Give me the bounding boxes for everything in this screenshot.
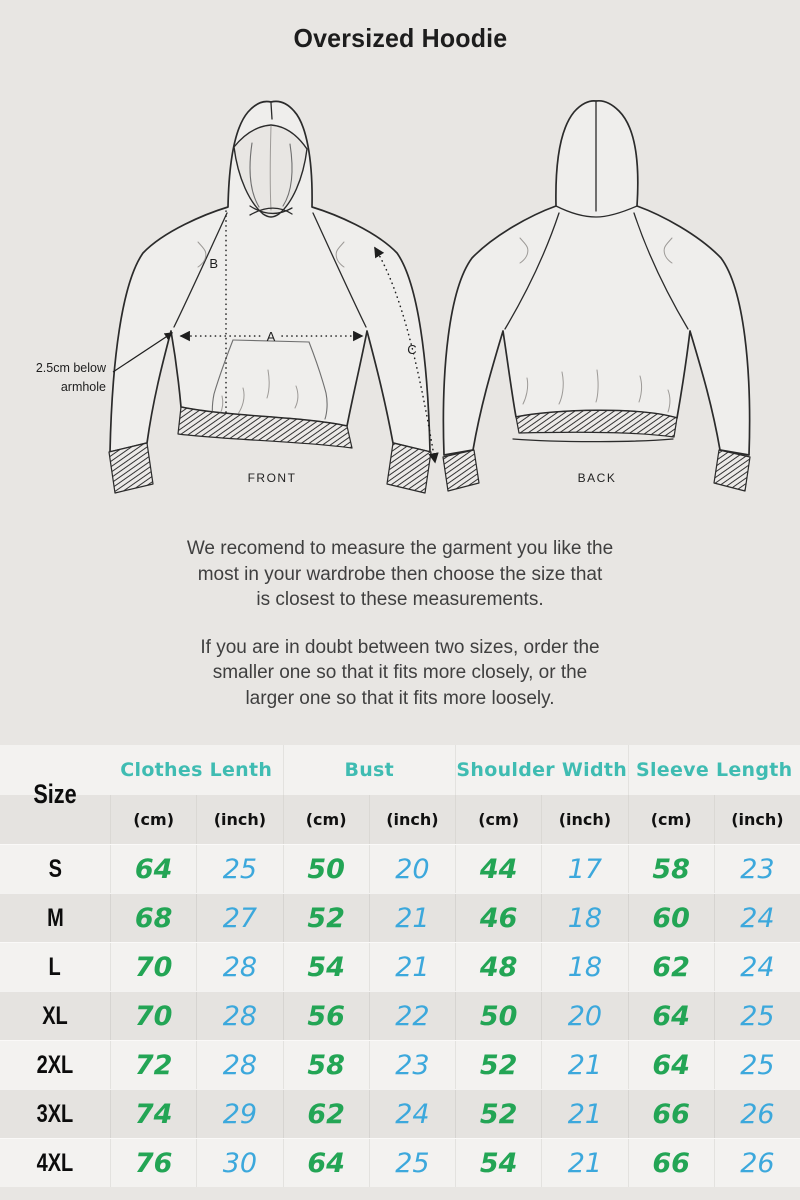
cm-value: 68 (110, 894, 196, 942)
inch-value: 21 (369, 943, 455, 991)
size-table-body (0, 844, 800, 1187)
size-column-header: Size (0, 745, 110, 844)
cm-value: 52 (283, 894, 369, 942)
back-left-cuff-ribbing (443, 450, 479, 491)
cm-value: 50 (455, 992, 541, 1040)
cm-value: 74 (110, 1090, 196, 1138)
group-header-clothes-length: Clothes Lenth (110, 745, 283, 795)
group-header-sleeve-length: Sleeve Length (628, 745, 800, 795)
inch-value: 26 (714, 1090, 800, 1138)
front-left-cuff-ribbing (109, 443, 153, 493)
cm-value: 62 (628, 943, 714, 991)
inch-value: 20 (369, 845, 455, 893)
text-line: smaller one so that it fits more closely, or the (212, 662, 588, 683)
inch-value: 28 (196, 1041, 282, 1089)
cm-value: 50 (283, 845, 369, 893)
size-table-header (0, 745, 800, 844)
cm-value: 54 (455, 1139, 541, 1187)
group-header-shoulder-width: Shoulder Width (455, 745, 628, 795)
inch-value: 25 (196, 845, 282, 893)
inch-value: 20 (541, 992, 627, 1040)
back-right-cuff-ribbing (714, 450, 750, 491)
inch-value: 23 (369, 1041, 455, 1089)
inch-value: 25 (369, 1139, 455, 1187)
inch-value: 21 (541, 1041, 627, 1089)
inch-value: 26 (714, 1139, 800, 1187)
unit-header-cm: (cm) (110, 795, 196, 844)
cm-value: 58 (283, 1041, 369, 1089)
cm-value: 58 (628, 845, 714, 893)
group-header-bust: Bust (283, 745, 456, 795)
unit-header-cm: (cm) (283, 795, 369, 844)
size-label: 2XL (36, 1050, 74, 1079)
size-label: 4XL (36, 1148, 74, 1177)
intro-paragraph-2 (0, 635, 800, 712)
size-label: XL (42, 1001, 68, 1030)
cm-value: 48 (455, 943, 541, 991)
text-line: most in your wardrobe then choose the size that (197, 563, 603, 585)
inch-value: 27 (196, 894, 282, 942)
inch-value: 30 (196, 1139, 282, 1187)
size-label: 3XL (36, 1099, 74, 1128)
unit-header-inch: (inch) (714, 795, 800, 844)
cm-value: 52 (455, 1090, 541, 1138)
cm-value: 44 (455, 845, 541, 893)
inch-value: 28 (196, 943, 282, 991)
sizing-advice (0, 536, 800, 711)
cm-value: 70 (110, 943, 196, 991)
size-row-3xl (0, 1089, 800, 1138)
front-view-label: FRONT (247, 471, 297, 485)
size-row-m (0, 893, 800, 942)
measure-label-a: A (266, 329, 276, 344)
armhole-note-line-2: armhole (60, 380, 106, 394)
cm-value: 64 (628, 992, 714, 1040)
measure-label-c: C (407, 342, 417, 357)
cm-value: 66 (628, 1090, 714, 1138)
inch-value: 24 (714, 943, 800, 991)
cm-value: 72 (110, 1041, 196, 1089)
inch-value: 17 (541, 845, 627, 893)
size-label: S (48, 854, 62, 883)
cm-value: 46 (455, 894, 541, 942)
inch-value: 29 (196, 1090, 282, 1138)
inch-value: 24 (369, 1090, 455, 1138)
inch-value: 21 (541, 1090, 627, 1138)
text-line: is closest to these measurements. (256, 589, 544, 610)
measure-label-b: B (209, 256, 218, 271)
text-line: If you are in doubt between two sizes, order the (200, 636, 600, 658)
cm-value: 66 (628, 1139, 714, 1187)
size-row-4xl (0, 1138, 800, 1187)
size-row-xl (0, 991, 800, 1040)
size-row-l (0, 942, 800, 991)
cm-value: 64 (283, 1139, 369, 1187)
inch-value: 18 (541, 943, 627, 991)
page-title: Oversized Hoodie (293, 23, 507, 53)
cm-value: 56 (283, 992, 369, 1040)
inch-value: 23 (714, 845, 800, 893)
cm-value: 64 (110, 845, 196, 893)
size-label: L (48, 952, 62, 981)
inch-value: 18 (541, 894, 627, 942)
unit-header-inch: (inch) (369, 795, 455, 844)
size-label: M (46, 903, 64, 932)
inch-value: 24 (714, 894, 800, 942)
back-hoodie-drawing (443, 101, 750, 491)
unit-header-inch: (inch) (541, 795, 627, 844)
size-row-s (0, 844, 800, 893)
text-line: larger one so that it fits more loosely. (245, 687, 555, 709)
cm-value: 70 (110, 992, 196, 1040)
inch-value: 25 (714, 992, 800, 1040)
cm-value: 76 (110, 1139, 196, 1187)
size-table (0, 745, 800, 1187)
unit-header-cm: (cm) (628, 795, 714, 844)
text-line: We recomend to measure the garment you like the (186, 538, 614, 559)
measurement-diagram (0, 56, 800, 508)
back-hem-ribbing (516, 410, 677, 437)
cm-value: 60 (628, 894, 714, 942)
front-hoodie-drawing (109, 101, 431, 493)
intro-paragraph-1 (0, 536, 800, 613)
inch-value: 25 (714, 1041, 800, 1089)
unit-header-cm: (cm) (455, 795, 541, 844)
inch-value: 21 (369, 894, 455, 942)
back-view-label: BACK (577, 471, 617, 485)
cm-value: 52 (455, 1041, 541, 1089)
armhole-note-line-1: 2.5cm below (35, 361, 106, 375)
inch-value: 21 (541, 1139, 627, 1187)
back-hem-underline (513, 439, 673, 442)
cm-value: 62 (283, 1090, 369, 1138)
cm-value: 64 (628, 1041, 714, 1089)
front-right-cuff-ribbing (387, 443, 431, 493)
size-row-2xl (0, 1040, 800, 1089)
cm-value: 54 (283, 943, 369, 991)
unit-header-inch: (inch) (196, 795, 282, 844)
inch-value: 28 (196, 992, 282, 1040)
inch-value: 22 (369, 992, 455, 1040)
